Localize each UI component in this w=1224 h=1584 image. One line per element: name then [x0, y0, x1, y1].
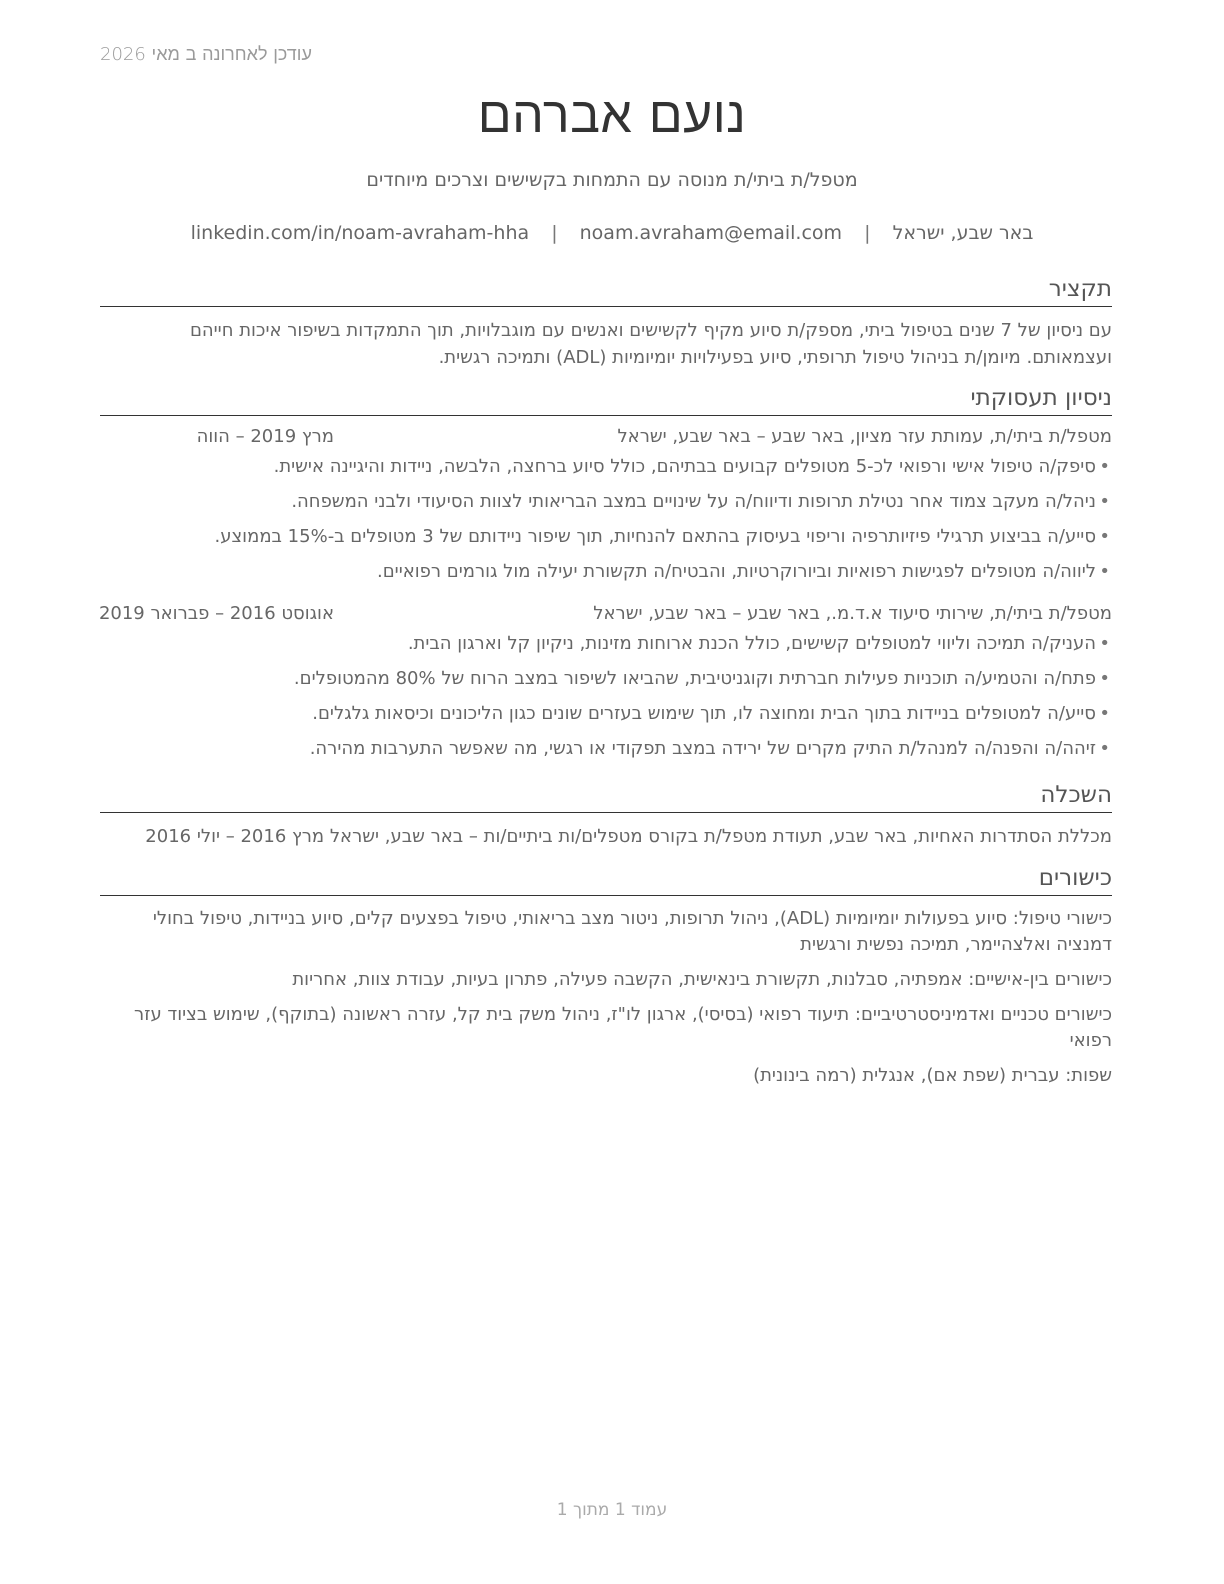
list-item — [100, 666, 1110, 692]
skills-heading: כישורים — [100, 863, 1112, 896]
list-item — [100, 524, 1110, 550]
bullet-text: העניק/ה תמיכה וליווי למטופלים קשישים, כולל הכנת ארוחות מזינות, ניקיון קל וארגון הבית. — [407, 633, 1096, 654]
summary-heading: תקציר — [100, 274, 1112, 307]
job-entry — [100, 603, 1112, 762]
email-link[interactable]: noam.avraham@email.com — [579, 222, 843, 244]
bullet-text: סיפק/ה טיפול אישי ורפואי לכ-5 מטופלים קבועים בבתיהם, כולל סיוע ברחצה, הלבשה, ניידות והיגיינה אישית. — [273, 456, 1096, 477]
candidate-name: נועם אברהם — [477, 86, 747, 144]
list-item — [100, 559, 1110, 585]
bullet-icon: • — [1099, 491, 1110, 512]
linkedin-link[interactable]: linkedin.com/in/noam-avraham-hha — [190, 222, 530, 244]
bullet-icon: • — [1099, 456, 1110, 477]
contact-separator: | — [551, 222, 558, 244]
skills-care: כישורי טיפול: סיוע בפעולות יומיומיות (ADL), ניהול תרופות, ניטור מצב בריאותי, טיפול בפצעים קלים, סיוע בניידות, טיפול בחולי דמנציה ואלצהיימר, תמיכה נפשית ורגשית — [152, 908, 1112, 955]
job-dates: אוגוסט 2016 – פברואר 2019 — [98, 603, 334, 624]
last-updated-note: עודכן לאחרונה ב מאי 2026 — [100, 44, 312, 65]
bullet-text: ליווה/ה מטופלים לפגישות רפואיות וביורוקרטיות, והבטיח/ה תקשורת יעילה מול גורמים רפואיים. — [377, 561, 1096, 582]
summary-text: עם ניסיון של 7 שנים בטיפול ביתי, מספק/ת סיוע מקיף לקשישים ואנשים עם מוגבלויות, תוך התמקדות בשיפור איכות חייהם ועצמאותם. מיומן/ת בניהול טיפול תרופתי, סיוע בפעילויות יומיומיות (ADL) ותמיכה רגשית. — [189, 320, 1112, 368]
bullet-icon: • — [1099, 668, 1110, 689]
contact-line — [0, 222, 1224, 244]
bullet-icon: • — [1099, 526, 1110, 547]
job-dates: מרץ 2019 – הווה — [196, 426, 334, 447]
candidate-headline: מטפל/ת ביתי/ת מנוסה עם התמחות בקשישים וצרכים מיוחדים — [366, 169, 858, 191]
job-bullets — [100, 631, 1112, 762]
resume-body — [100, 274, 1112, 1098]
job-header — [100, 603, 1112, 631]
list-item — [100, 489, 1110, 515]
list-item — [100, 631, 1110, 657]
location-text: באר שבע, ישראל — [892, 222, 1034, 244]
bullet-text: סייע/ה בביצוע תרגילי פיזיותרפיה וריפוי בעיסוק בהתאם להנחיות, תוך שיפור ניידותם של 3 מטופלים ב-15% בממוצע. — [214, 526, 1096, 547]
page-number: עמוד 1 מתוך 1 — [556, 1500, 668, 1520]
bullet-icon: • — [1099, 703, 1110, 724]
bullet-text: סייע/ה למטופלים בניידות בתוך הבית ומחוצה לו, תוך שימוש בעזרים שונים כגון הליכונים וכיסאות גלגלים. — [312, 703, 1096, 724]
bullet-text: פתח/ה והטמיע/ה תוכניות פעילות חברתית וקוגניטיבית, שהביאו לשיפור במצב הרוח של 80% מהמטופלים. — [293, 668, 1096, 689]
list-item — [100, 454, 1110, 480]
job-title: מטפל/ת ביתי/ת, עמותת עזר מציון, באר שבע – באר שבע, ישראל — [617, 426, 1112, 447]
bullet-icon: • — [1099, 561, 1110, 582]
bullet-icon: • — [1099, 633, 1110, 654]
education-entry: מכללת הסתדרות האחיות, באר שבע, תעודת מטפל/ת בקורס מטפלים/ות ביתיים/ות – באר שבע, ישראל מרץ 2016 – יולי 2016 — [145, 826, 1112, 847]
job-title: מטפל/ת ביתי/ת, שירותי סיעוד א.ד.מ., באר שבע – באר שבע, ישראל — [593, 603, 1112, 624]
job-entry — [100, 426, 1112, 585]
education-heading: השכלה — [100, 780, 1112, 813]
job-bullets — [100, 454, 1112, 585]
bullet-icon: • — [1099, 738, 1110, 759]
bullet-text: זיהה/ה והפנה/ה למנהל/ת התיק מקרים של ירידה במצב תפקודי או רגשי, מה שאפשר התערבות מהירה. — [309, 738, 1096, 759]
list-item — [100, 736, 1110, 762]
skills-languages: שפות: עברית (שפת אם), אנגלית (רמה בינונית) — [753, 1065, 1112, 1086]
experience-heading: ניסיון תעסוקתי — [100, 383, 1112, 416]
list-item — [100, 701, 1110, 727]
bullet-text: ניהל/ה מעקב צמוד אחר נטילת תרופות ודיווח/ה על שינויים במצב הבריאותי לצוות הסיעודי ולבני המשפחה. — [291, 491, 1096, 512]
skills-technical: כישורים טכניים ואדמיניסטרטיביים: תיעוד רפואי (בסיסי), ארגון לו"ז, ניהול משק בית קל, עזרה ראשונה (בתוקף), שימוש בציוד עזר רפואי — [134, 1004, 1112, 1051]
job-header — [100, 426, 1112, 454]
skills-interpersonal: כישורים בין-אישיים: אמפתיה, סבלנות, תקשורת בינאישית, הקשבה פעילה, פתרון בעיות, עבודת צוות, אחריות — [292, 969, 1112, 990]
contact-separator: | — [864, 222, 871, 244]
